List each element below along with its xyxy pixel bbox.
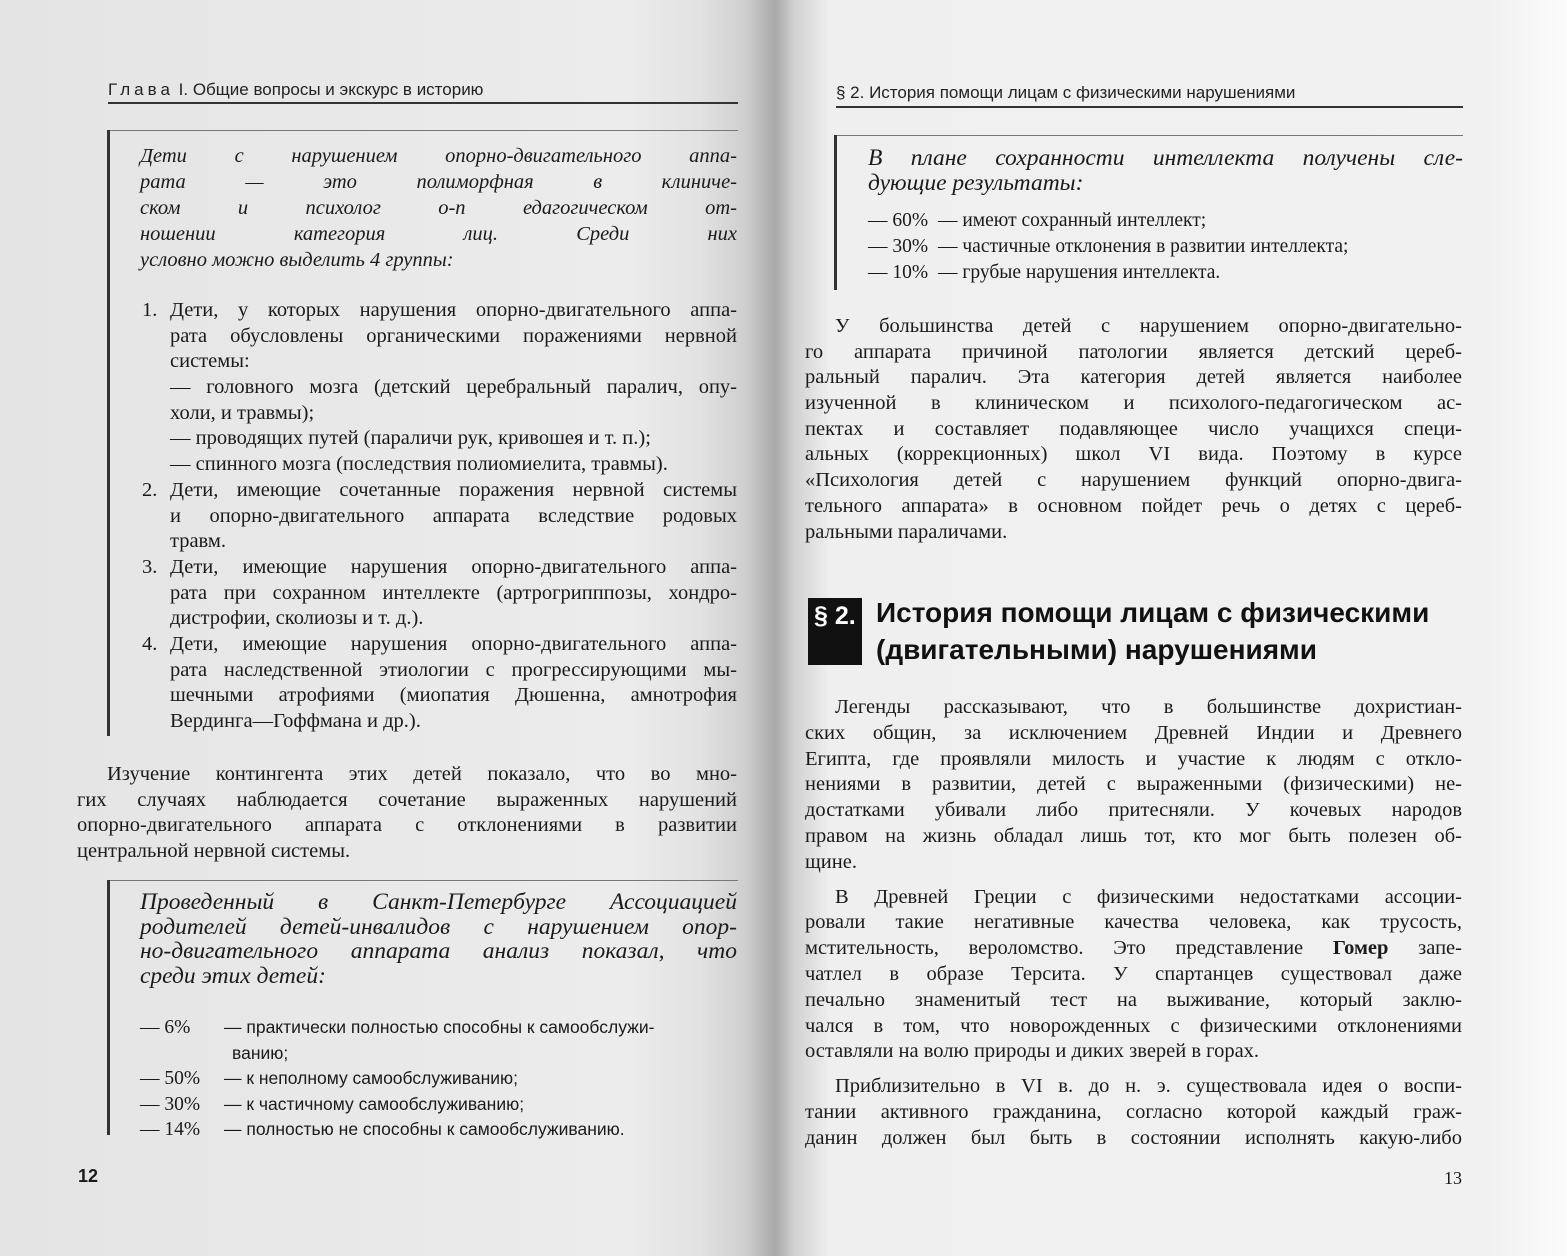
text-line: ском и психолог о-п едагогическом от- [140,197,737,219]
box-side-rule [107,130,110,736]
item-text: — к неполному самообслуживанию; [224,1068,519,1088]
text-line: условно можно выделить 4 группы: [140,249,454,271]
header-rule [108,102,738,104]
text-line: рата при сохранном интеллекте (артрогрипппозы, хондро- [170,581,737,604]
text-line: пектах и составляет подавляющее число учащихся специ- [805,417,1462,440]
text-line: ровали такие негативные качества человека, как трусость, [805,911,1462,934]
section-title [876,594,1429,668]
text-line: данин должен был быть в состоянии исполнять какую-либо [805,1126,1462,1149]
study-box-items [140,1015,737,1143]
text-line: шечными атрофиями (миопатия Дюшенна, амнотрофия [170,684,737,707]
box-top-rule [836,135,1463,136]
text-line: тельного аппарата» в основном пойдет речь о детях с цереб- [805,494,1462,517]
text-line: чатлел в образе Терсита. У спартанцев существовал даже [805,962,1462,985]
text-line: рата наследственной этиологии с прогрессирующими мы- [170,658,737,681]
item-text: — имеют сохранный интеллект; [938,210,1207,231]
text-line: изученной в клиническом и психолого-педагогическом ас- [805,392,1462,415]
page-number: 13 [1444,1168,1462,1188]
list-item [142,478,737,555]
intellect-box-items [868,208,1463,286]
list-item [140,1092,737,1118]
running-header: § 2. История помощи лицам с физическими нарушениями [836,83,1296,102]
list-item [142,632,737,735]
text-line: — проводящих путей (параличи рук, кривошея и т. п.); [170,427,651,450]
list-item [142,555,737,632]
text-line: Дети, имеющие сочетанные поражения нервной системы [170,478,737,501]
text-line: центральной нервной системы. [77,840,351,863]
text-line: оставляли на волю природы и диких зверей в горах. [805,1040,1260,1063]
list-item [142,298,737,478]
text-line: дующие результаты: [868,170,1084,196]
text-line: рата обусловлены органическими поражениями нервной [170,324,737,347]
list-number: 1. [142,299,158,321]
box-top-rule [108,130,738,131]
paragraph [805,695,1462,876]
text-line: среди этих детей: [140,962,326,989]
text-line: тании активного гражданина, согласно которой каждый граж- [805,1100,1462,1123]
chapter-label: Глава [108,80,174,99]
text-line: чался в том, что новорожденных с физическими отклонениями [805,1014,1462,1037]
text-line: травм. [170,530,226,553]
paragraph [805,885,1462,1066]
item-text: — частичные отклонения в развитии интеллекта; [938,236,1349,257]
text-line: В Древней Греции с физическими недостатками ассоции- [835,885,1462,908]
text-line: — спинного мозга (последствия полиомиелита, травмы). [170,453,668,476]
groups-list [142,298,737,735]
section-body [805,695,1462,1152]
list-item [868,234,1463,260]
list-number: 4. [142,632,158,655]
percent-value: — 14% [140,1119,201,1140]
text-line: Приблизительно в VI в. до н. э. существовала идея о воспи- [835,1075,1462,1098]
percent-value: — 50% [140,1068,201,1089]
text-line: Дети с нарушением опорно-двигательного аппа- [140,145,737,167]
list-item [140,1066,737,1092]
paragraph [805,1074,1462,1151]
section-badge: § 2. [808,598,862,665]
text-line: гих случаях наблюдается сочетание выраженных нарушений [77,788,737,811]
intellect-box-heading [868,146,1463,196]
text-line: Дети, имеющие нарушения опорно-двигательного аппа- [170,555,737,578]
percent-value: — 30% [140,1093,201,1115]
text-line: дистрофии, сколиозы и т. д.). [170,607,424,630]
text-line: достатками убивали либо притесняли. У кочевых народов [805,799,1462,822]
list-item [868,260,1463,286]
text-line: Египта, где проявляли милость и участие к людям с откло- [805,747,1462,770]
text-line: ральный паралич. Эта категория детей является наиболее [805,366,1462,389]
text-line: нениями в развитии, детей с выраженными (физическими) не- [805,773,1462,796]
text-line: правом на жизнь обладал лишь тот, кто мог быть полезен об- [805,824,1462,847]
percent-value: — 6% [140,1017,191,1038]
text-line: рата — это полиморфная в клиниче- [140,171,737,193]
item-text: ванию; [232,1042,289,1063]
text-line: системы: [170,350,250,373]
text-line: Дети, имеющие нарушения опорно-двигательного аппа- [170,632,737,655]
text-line: альных (коррекционных) школ VI вида. Поэтому в курсе [805,443,1462,466]
text-line: Дети, у которых нарушения опорно-двигательного аппа- [170,299,737,321]
text-line: — головного мозга (детский церебральный паралич, опу- [170,376,737,399]
text-line: мстительность, вероломство. Это представление Гомер запе- [805,937,1462,960]
chapter-title: I. Общие вопросы и экскурс в историю [178,80,484,99]
percent-value: — 30% [868,236,929,257]
item-text: — полностью не способны к самообслуживанию. [224,1119,625,1139]
item-text: — грубые нарушения интеллекта. [938,262,1221,283]
text-line: родителей детей-инвалидов с нарушением опор- [140,913,737,940]
text-line: щине. [805,850,857,873]
study-box-heading [140,890,737,988]
text-line: «Психология детей с нарушением функций опорно-двига- [805,469,1462,492]
running-header [108,80,483,100]
text-line: Вердинга—Гоффмана и др.). [170,710,421,732]
text-line: опорно-двигательного аппарата с отклонениями в развитии [77,814,737,837]
intro-box [140,143,737,273]
section-title-line: История помощи лицам с физическими [876,597,1430,628]
item-text: — практически полностью способны к самообслужи- [224,1017,655,1037]
text-line: Легенды рассказывают, что в большинстве дохристиан- [835,696,1462,718]
percent-value: — 60% [868,210,929,231]
text-line: ношении категория лиц. Среди них [140,223,737,245]
header-rule [836,106,1463,108]
box-side-rule [107,880,110,1135]
text-line: У большинства детей с нарушением опорно-двигательно- [835,315,1462,337]
paragraph [805,314,1462,545]
text-line: холи, и травмы); [170,401,315,424]
list-number: 3. [142,555,158,578]
text-line: но-двигательного аппарата анализ показал, что [140,938,737,964]
paragraph [77,762,737,865]
text-line: В плане сохранности интеллекта получены сле- [868,145,1463,171]
list-number: 2. [142,478,158,501]
text-line: Изучение контингента этих детей показало, что во мно- [107,763,737,785]
section-title-line: (двигательными) нарушениями [876,634,1317,665]
item-text: — к частичному самообслуживанию; [224,1093,525,1114]
list-item [140,1015,737,1041]
text-line: ральными параличами. [805,520,1008,543]
list-item [140,1041,737,1067]
list-item [868,208,1463,234]
page-number: 12 [78,1166,99,1186]
text-line: го аппарата причиной патологии является детский цереб- [805,340,1462,363]
text-line: печально знаменитый тест на выживание, который заклю- [805,988,1462,1011]
text-line: и опорно-двигательного аппарата вследствие родовых [170,504,737,527]
box-side-rule [834,135,837,290]
box-top-rule [108,880,738,881]
text-line: ских общин, за исключением Древней Индии и Древнего [805,721,1462,744]
percent-value: — 10% [868,262,929,283]
emphasis: Гомер [1332,937,1389,960]
list-item [140,1117,737,1143]
text-line: Проведенный в Санкт-Петербурге Ассоциацией [140,889,737,915]
